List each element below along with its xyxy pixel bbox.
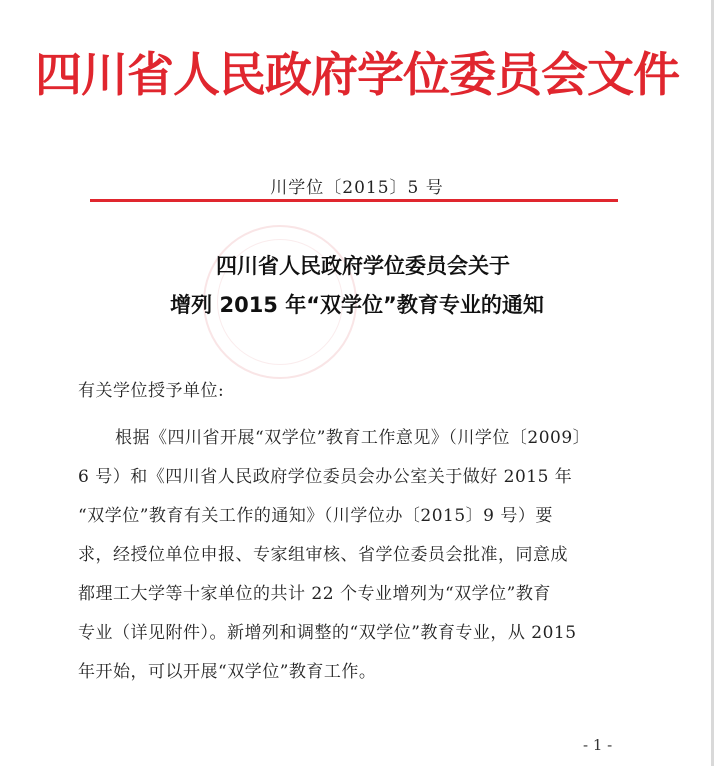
notice-title-line-2: 增列 2015 年“双学位”教育专业的通知 <box>170 293 544 317</box>
salutation: 有关学位授予单位: <box>78 381 225 401</box>
document-header-title: 四川省人民政府学位委员会文件 <box>35 48 679 103</box>
body-line: 年开始，可以开展“双学位”教育工作。 <box>78 662 377 682</box>
document-number: 川学位〔2015〕5 号 <box>270 178 444 198</box>
body-line: 根据《四川省开展“双学位”教育工作意见》（川学位〔2009〕 <box>115 428 591 448</box>
red-divider-line <box>90 199 618 202</box>
body-line: 6 号）和《四川省人民政府学位委员会办公室关于做好 2015 年 <box>78 467 573 487</box>
body-line: 求，经授位单位申报、专家组审核、省学位委员会批准，同意成 <box>78 545 568 565</box>
body-line: 都理工大学等十家单位的共计 22 个专业增列为“双学位”教育 <box>78 584 551 604</box>
page-number: - 1 - <box>583 736 613 754</box>
body-line: 专业（详见附件）。新增列和调整的“双学位”教育专业，从 2015 <box>78 623 577 643</box>
notice-title-line-1: 四川省人民政府学位委员会关于 <box>216 254 510 278</box>
body-line: “双学位”教育有关工作的通知》（川学位办〔2015〕9 号）要 <box>78 506 553 526</box>
